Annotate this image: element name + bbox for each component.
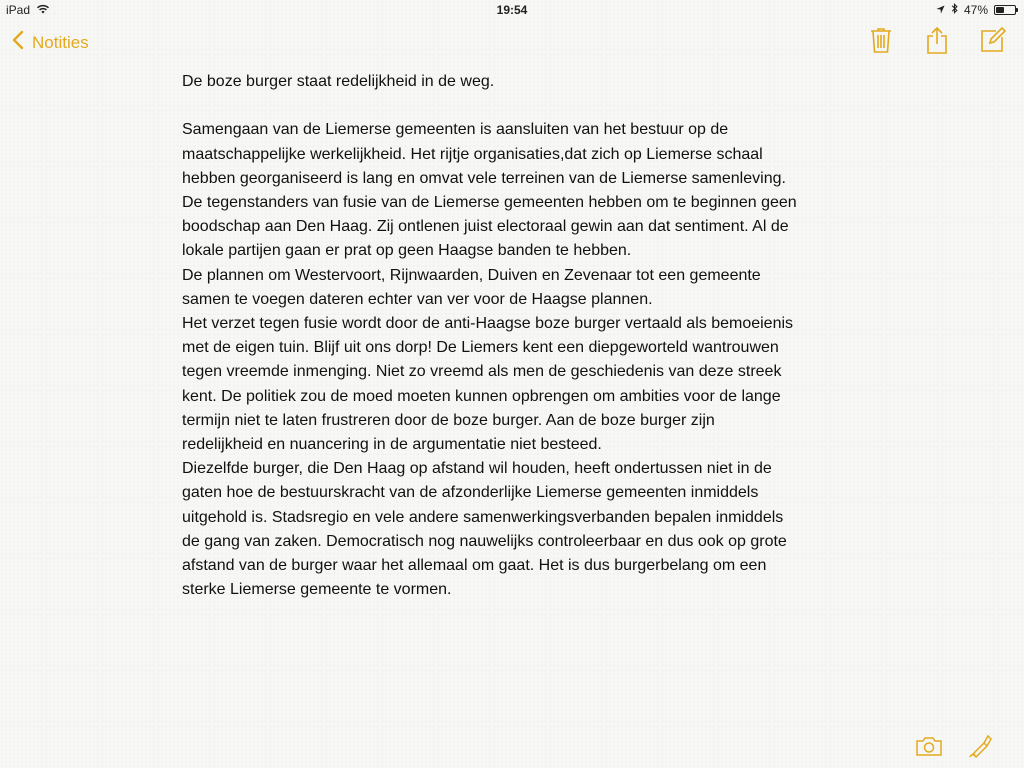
note-line: tegen vreemde inmenging. Niet zo vreemd als men de geschiedenis van deze streek [182,363,782,381]
note-line: de gang van zaken. Democratisch nog nauwelijks controleerbaar en dus ook op grote [182,532,787,550]
note-line: afstand van de burger waar het allemaal om gaat. Het is dus burgerbelang om een [182,557,767,575]
note-line: sterke Liemerse gemeente te vormen. [182,581,452,599]
chevron-left-icon [12,30,24,55]
note-line: met de eigen tuin. Blijf uit ons dorp! De Liemers kent een diepgeworteld wantrouwen [182,339,779,357]
note-line: De tegenstanders van fusie van de Liemerse gemeenten hebben om te beginnen geen [182,194,797,211]
note-line: lokale partijen gaan er prat op geen Haagse banden te hebben. [182,242,632,260]
note-line: termijn niet te laten frustreren door de boze burger. Aan de boze burger zijn [182,411,715,429]
note-line: redelijkheid en nuancering in de argumentatie niet besteed. [182,436,602,454]
device-name: iPad [6,3,31,17]
note-line: hebben georganiseerd is lang en omvat vele terreinen van de Liemerse samenleving. [182,169,786,187]
compose-icon[interactable] [980,26,1006,54]
note-line: Samengaan van de Liemerse gemeenten is aansluiten van het bestuur op de [182,121,729,139]
sketch-icon[interactable] [968,732,994,760]
note-line: maatschappelijke werkelijkheid. Het rijtje organisaties,dat zich op Liemerse schaal [182,145,763,163]
note-line: boodschap aan Den Haag. Zij ontlenen juist electoraal gewin aan dat sentiment. Al de [182,218,789,236]
note-line: Diezelfde burger, die Den Haag op afstand wil houden, heeft ondertussen niet in de [182,460,772,478]
battery-level [996,7,1004,13]
nav-actions [868,26,1006,54]
status-time: 19:54 [496,3,528,17]
note-body[interactable] [182,70,862,602]
location-icon [936,3,945,17]
battery-percentage: 47% [963,3,988,17]
bottom-toolbar [916,732,994,760]
note-line: kent. De politiek zou de moed moeten kunnen opbrengen om ambities voor de lange [182,387,781,405]
note-title: De boze burger staat redelijkheid in de weg. [182,73,495,90]
blank-line [182,94,862,118]
status-bar [0,0,1024,20]
share-icon[interactable] [924,26,950,54]
note-line: Het verzet tegen fusie wordt door de anti-Haagse boze burger vertaald als bemoeienis [182,315,794,333]
note-line: gaten hoe de bestuurskracht van de afzonderlijke Liemerse gemeenten inmiddels [182,484,759,502]
trash-icon[interactable] [868,26,894,54]
back-label: Notities [32,32,89,52]
battery-icon [994,5,1016,15]
nav-bar [0,20,1024,64]
back-button[interactable] [12,30,89,55]
note-line: uitgehold is. Stadsregio en vele andere samenwerkingsverbanden bepalen inmiddels [182,508,784,526]
bluetooth-icon [951,3,958,17]
note-line: samen te voegen dateren echter van ver voor de Haagse plannen. [182,290,653,308]
status-right [936,3,1016,17]
note-text [182,118,862,602]
camera-icon[interactable] [916,732,942,760]
note-line: De plannen om Westervoort, Rijnwaarden, Duiven en Zevenaar tot een gemeente [182,266,761,284]
